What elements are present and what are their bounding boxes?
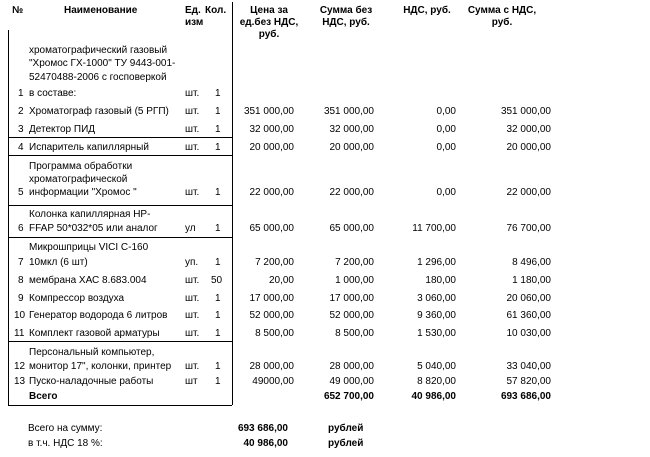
row-7-unit: уп. bbox=[185, 257, 199, 268]
row-2-vat: 0,00 bbox=[436, 106, 456, 117]
row-13-name: Пуско-наладочные работы bbox=[29, 376, 154, 387]
row-5-total: 22 000,00 bbox=[506, 187, 551, 198]
row-3-vat: 0,00 bbox=[436, 124, 456, 135]
row-12-sum: 28 000,00 bbox=[329, 361, 374, 372]
totals-label: Всего bbox=[29, 391, 58, 402]
row-7-vat: 1 296,00 bbox=[417, 257, 456, 268]
row-9-total: 20 060,00 bbox=[506, 293, 551, 304]
row-5-name-line3: информации "Хромос " bbox=[29, 187, 137, 198]
row-6-name-line2: FFAP 50*032*05 или аналог bbox=[29, 223, 158, 234]
grid-line-price bbox=[232, 2, 233, 405]
row-3-num: 3 bbox=[18, 124, 24, 135]
header-price-line1: Цена за bbox=[250, 5, 288, 16]
row-9-qty: 1 bbox=[215, 293, 221, 304]
row-3-qty: 1 bbox=[215, 124, 221, 135]
row-12-total: 33 040,00 bbox=[506, 361, 551, 372]
row-3-name: Детектор ПИД bbox=[29, 124, 96, 135]
row-5-qty: 1 bbox=[215, 187, 221, 198]
header-vat: НДС, руб. bbox=[403, 5, 451, 16]
header-price-line2: ед.без НДС, bbox=[239, 17, 299, 28]
row-7-name-line2: 10мкл (6 шт) bbox=[29, 257, 88, 268]
table-bottom bbox=[8, 405, 232, 406]
header-total-line1: Сумма с НДС, bbox=[467, 5, 537, 16]
row-7-name-line1: Микрошприцы VICI С-160 bbox=[29, 242, 149, 253]
footer-total-label: Всего на сумму: bbox=[28, 423, 103, 434]
row-7-sum: 7 200,00 bbox=[335, 257, 374, 268]
row-3-price: 32 000,00 bbox=[249, 124, 294, 135]
row-8-sum: 1 000,00 bbox=[335, 275, 374, 286]
row-12-unit: шт. bbox=[185, 361, 200, 372]
row-11-unit: шт. bbox=[185, 328, 200, 339]
totals-vat: 40 986,00 bbox=[411, 391, 456, 402]
row-5-unit: шт. bbox=[185, 187, 200, 198]
row-4-qty: 1 bbox=[215, 142, 221, 153]
row-7-num: 7 bbox=[18, 257, 24, 268]
row-13-price: 49000,00 bbox=[252, 376, 294, 387]
row-separator-4-top bbox=[8, 137, 232, 138]
row-4-total: 20 000,00 bbox=[506, 142, 551, 153]
row-1-num: 1 bbox=[18, 88, 24, 99]
row-12-vat: 5 040,00 bbox=[417, 361, 456, 372]
row-7-qty: 1 bbox=[215, 257, 221, 268]
row-6-total: 76 700,00 bbox=[506, 223, 551, 234]
header-qty: Кол. bbox=[205, 5, 227, 16]
row-12-name-line2: монитор 17", колонки, принтер bbox=[29, 361, 172, 372]
footer-total-unit: рублей bbox=[328, 423, 364, 434]
row-12-price: 28 000,00 bbox=[249, 361, 294, 372]
row-11-total: 10 030,00 bbox=[506, 328, 551, 339]
row-6-num: 6 bbox=[18, 223, 24, 234]
row-6-sum: 65 000,00 bbox=[329, 223, 374, 234]
header-price-line3: руб. bbox=[258, 29, 280, 40]
row-4-num: 4 bbox=[18, 142, 24, 153]
row-10-name: Генератор водорода 6 литров bbox=[29, 310, 168, 321]
row-10-sum: 52 000,00 bbox=[329, 310, 374, 321]
footer-total-value: 693 686,00 bbox=[237, 423, 288, 434]
row-12-name-line1: Персональный компьютер, bbox=[29, 347, 155, 358]
footer-vat-unit: рублей bbox=[328, 438, 364, 449]
row-11-qty: 1 bbox=[215, 328, 221, 339]
row-9-vat: 3 060,00 bbox=[417, 293, 456, 304]
row-1-name-line2: "Хромос ГХ-1000" ТУ 9443-001- bbox=[29, 58, 176, 69]
row-4-price: 20 000,00 bbox=[249, 142, 294, 153]
row-10-total: 61 360,00 bbox=[506, 310, 551, 321]
row-3-sum: 32 000,00 bbox=[329, 124, 374, 135]
row-4-unit: шт. bbox=[185, 142, 200, 153]
row-1-name-line3: 52470488-2006 с госповеркой bbox=[29, 72, 167, 83]
row-3-unit: шт. bbox=[185, 124, 200, 135]
row-10-num: 10 bbox=[14, 310, 26, 321]
row-8-total: 1 180,00 bbox=[512, 275, 551, 286]
row-5-vat: 0,00 bbox=[436, 187, 456, 198]
row-5-name-line1: Программа обработки bbox=[29, 161, 133, 172]
footer-vat-value: 40 986,00 bbox=[243, 438, 288, 449]
row-8-qty: 50 bbox=[211, 275, 223, 286]
header-sum-line2: НДС, руб. bbox=[322, 17, 370, 28]
totals-total: 693 686,00 bbox=[500, 391, 551, 402]
row-11-price: 8 500,00 bbox=[255, 328, 294, 339]
row-9-unit: шт. bbox=[185, 293, 200, 304]
row-8-num: 8 bbox=[18, 275, 24, 286]
row-1-unit: шт. bbox=[185, 88, 200, 99]
row-1-qty: 1 bbox=[215, 88, 221, 99]
row-6-price: 65 000,00 bbox=[249, 223, 294, 234]
row-7-price: 7 200,00 bbox=[255, 257, 294, 268]
row-5-sum: 22 000,00 bbox=[329, 187, 374, 198]
row-8-price: 20,00 bbox=[268, 275, 294, 286]
row-13-num: 13 bbox=[14, 376, 26, 387]
row-9-num: 9 bbox=[18, 293, 24, 304]
row-6-qty: 1 bbox=[215, 223, 221, 234]
row-4-sum: 20 000,00 bbox=[329, 142, 374, 153]
row-4-vat: 0,00 bbox=[436, 142, 456, 153]
row-6-vat: 11 700,00 bbox=[412, 223, 456, 234]
row-11-name: Комплект газовой арматуры bbox=[29, 328, 160, 339]
row-2-num: 2 bbox=[18, 106, 24, 117]
row-5-num: 5 bbox=[18, 187, 24, 198]
row-6-unit: ул bbox=[185, 223, 196, 234]
row-separator-6-top bbox=[8, 205, 232, 206]
row-10-vat: 9 360,00 bbox=[417, 310, 456, 321]
row-13-vat: 8 820,00 bbox=[417, 376, 456, 387]
row-2-qty: 1 bbox=[215, 106, 221, 117]
row-separator-7-top bbox=[8, 237, 232, 238]
row-10-price: 52 000,00 bbox=[249, 310, 294, 321]
row-10-unit: шт. bbox=[185, 310, 200, 321]
header-sum-line1: Сумма без bbox=[319, 5, 373, 16]
row-12-num: 12 bbox=[14, 361, 26, 372]
row-3-total: 32 000,00 bbox=[506, 124, 551, 135]
row-1-name-line1: хроматографический газовый bbox=[29, 45, 168, 56]
row-11-vat: 1 530,00 bbox=[417, 328, 456, 339]
row-12-qty: 1 bbox=[215, 361, 221, 372]
row-11-num: 11 bbox=[14, 328, 25, 339]
row-1-name-line4: в составе: bbox=[29, 88, 77, 99]
row-13-sum: 49 000,00 bbox=[329, 376, 374, 387]
row-9-price: 17 000,00 bbox=[249, 293, 294, 304]
header-unit-line1: Ед. bbox=[185, 5, 201, 16]
row-2-price: 351 000,00 bbox=[243, 106, 294, 117]
row-8-unit: шт. bbox=[185, 275, 200, 286]
row-9-name: Компрессор воздуха bbox=[29, 293, 125, 304]
row-2-name: Хроматограф газовый (5 РГП) bbox=[29, 106, 169, 117]
row-4-name: Испаритель капиллярный bbox=[29, 142, 149, 153]
row-8-name: мембрана ХАС 8.683.004 bbox=[29, 275, 147, 286]
header-total-line2: руб. bbox=[491, 17, 513, 28]
row-10-qty: 1 bbox=[215, 310, 221, 321]
header-num: № bbox=[12, 5, 24, 16]
row-13-unit: шт bbox=[185, 376, 198, 387]
row-2-sum: 351 000,00 bbox=[323, 106, 374, 117]
grid-line-left bbox=[8, 30, 9, 405]
row-13-qty: 1 bbox=[215, 376, 221, 387]
header-name: Наименование bbox=[64, 5, 138, 16]
row-9-sum: 17 000,00 bbox=[329, 293, 374, 304]
row-2-total: 351 000,00 bbox=[500, 106, 551, 117]
row-13-total: 57 820,00 bbox=[506, 376, 551, 387]
row-6-name-line1: Колонка капиллярная HP- bbox=[29, 209, 151, 220]
row-7-total: 8 496,00 bbox=[512, 257, 551, 268]
row-separator-4-bottom bbox=[8, 155, 232, 156]
row-2-unit: шт. bbox=[185, 106, 200, 117]
footer-vat-label: в т.ч. НДС 18 %: bbox=[28, 438, 103, 449]
row-5-price: 22 000,00 bbox=[249, 187, 294, 198]
totals-sum: 652 700,00 bbox=[323, 391, 374, 402]
header-unit-line2: изм bbox=[185, 17, 204, 28]
row-5-name-line2: хроматографической bbox=[29, 174, 128, 185]
row-11-sum: 8 500,00 bbox=[335, 328, 374, 339]
row-separator-12-top bbox=[8, 341, 232, 342]
row-8-vat: 180,00 bbox=[425, 275, 456, 286]
